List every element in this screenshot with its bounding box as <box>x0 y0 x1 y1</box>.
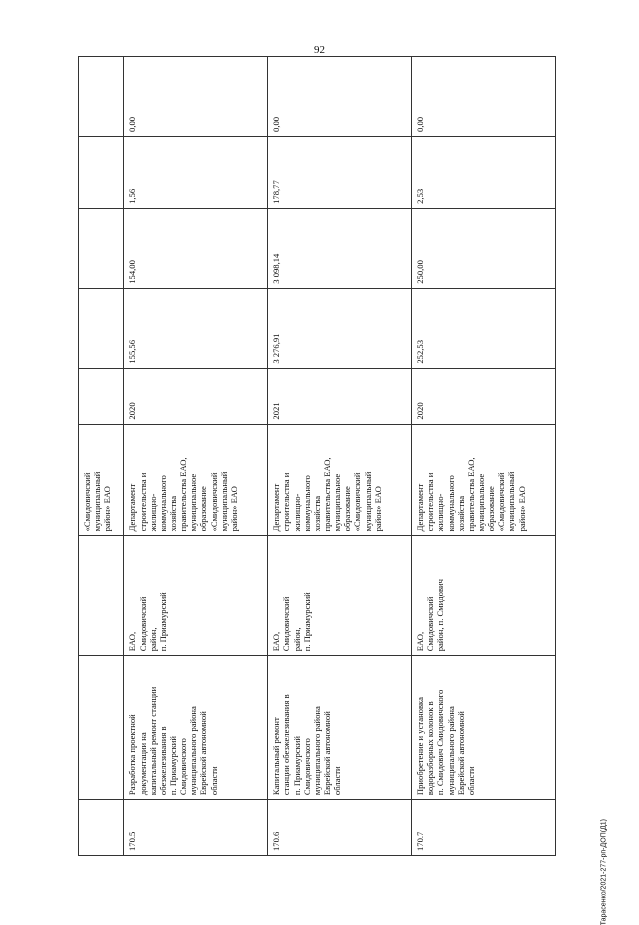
cell-v2: 3 098,14 <box>268 208 412 288</box>
cell-name: Капитальный ремонт станции обезжелезивания в п. Приамурский Смидовичского муниципального района Еврейской автономной области <box>268 656 412 800</box>
cell-v1: 155,56 <box>124 288 268 368</box>
table-row <box>412 57 556 856</box>
cell-year: 2020 <box>412 368 556 424</box>
program-table <box>78 56 556 856</box>
cell-year <box>79 368 124 424</box>
cell-location: ЕАО, Смидовичский район, п. Приамурский <box>268 536 412 656</box>
cell-num: 170.6 <box>268 800 412 856</box>
table-container <box>78 56 556 856</box>
cell-v3: 1,56 <box>124 136 268 208</box>
cell-v1: 3 276,91 <box>268 288 412 368</box>
cell-year: 2020 <box>124 368 268 424</box>
cell-num: 170.5 <box>124 800 268 856</box>
cell-responsible: Департамент строительства и жилищно- коммунального хозяйства правительства ЕАО, муниципальное образование «Смидовичский муниципальный район» ЕАО <box>412 424 556 536</box>
cell-v1: 252,53 <box>412 288 556 368</box>
cell-num <box>79 800 124 856</box>
cell-v3 <box>79 136 124 208</box>
cell-responsible: Департамент строительства и жилищно- коммунального хозяйства правительства ЕАО, муниципальное образование «Смидовичский муниципальный район» ЕАО <box>268 424 412 536</box>
cell-v4 <box>79 57 124 137</box>
cell-location: ЕАО, Смидовичский район, п. Смидович <box>412 536 556 656</box>
table-row <box>268 57 412 856</box>
table-row <box>124 57 268 856</box>
cell-location <box>79 536 124 656</box>
cell-responsible: «Смидовичский муниципальный район» ЕАО <box>79 424 124 536</box>
cell-v1 <box>79 288 124 368</box>
cell-v4: 0,00 <box>124 57 268 137</box>
cell-year: 2021 <box>268 368 412 424</box>
cell-v4: 0,00 <box>412 57 556 137</box>
page-number: 92 <box>314 44 325 56</box>
cell-v2: 154,00 <box>124 208 268 288</box>
cell-v3: 2,53 <box>412 136 556 208</box>
cell-name: Приобретение и установка водоразборных колонок в п. Смидович Смидовичского муниципального района Еврейской автономной области <box>412 656 556 800</box>
cell-name: Разработка проектной документации на капитальный ремонт станции обезжелезивания в п. Приамурский Смидовичского муниципального района Еврейской автономной области <box>124 656 268 800</box>
cell-location: ЕАО, Смидовичский район, п. Приамурский <box>124 536 268 656</box>
cell-v2 <box>79 208 124 288</box>
cell-v4: 0,00 <box>268 57 412 137</box>
document-footer: Тарасенко/2021-277-рп-ДОП(Д1) <box>600 819 607 925</box>
cell-responsible: Департамент строительства и жилищно- коммунального хозяйства правительства ЕАО, муниципальное образование «Смидовичский муниципальный район» ЕАО <box>124 424 268 536</box>
cell-v2: 250,00 <box>412 208 556 288</box>
table-row <box>79 57 124 856</box>
cell-v3: 178,77 <box>268 136 412 208</box>
cell-name <box>79 656 124 800</box>
cell-num: 170.7 <box>412 800 556 856</box>
